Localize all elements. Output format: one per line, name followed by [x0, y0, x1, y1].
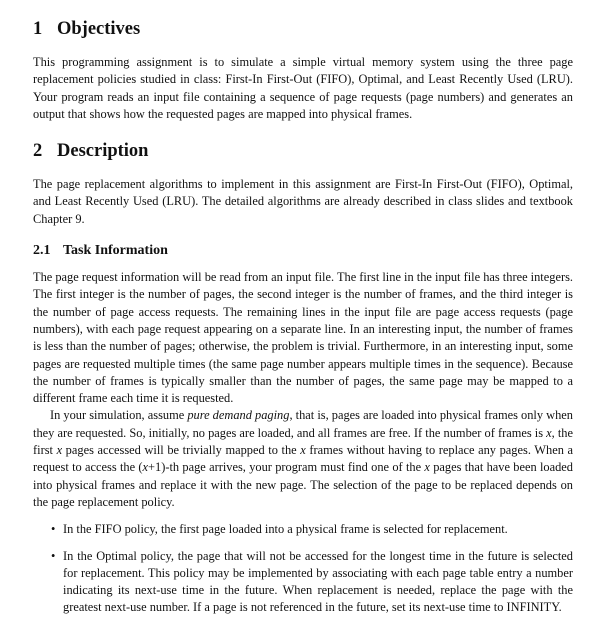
section-heading-description: [33, 140, 573, 162]
section-heading-objectives: [33, 18, 573, 40]
section-title: Description: [57, 141, 149, 162]
list-item: • In the Optimal policy, the page that will not be accessed for the longest time in the future is selected for replacement. This policy may be implemented by associating with each page table entry a number indicating its next-use time in the future. When replacement is needed, replace the page with the greatest next-use number. If a page is not referenced in the future, set its next-use time to INFINITY.: [51, 548, 573, 615]
section-title: Objectives: [57, 19, 141, 39]
subsection-title: Task Information: [63, 243, 168, 259]
task-info-paragraph-2: In your simulation, assume pure demand paging, that is, pages are loaded into physical frames only when they are requested. So, initially, no pages are loaded, and all frames are free. If the number of frames is x, the first x pages accessed will be trivially mapped to the x frames without having to replace any pages. When a request to access the (x+1)-th page arrives, your program must find one of the x pages that have been loaded into physical frames and replace it with the new page. The selection of the page to be replaced depends on the page replacement policy.: [33, 408, 574, 509]
section-number: 2: [33, 141, 43, 162]
objectives-paragraph: This programming assignment is to simulate a simple virtual memory system using the three page replacement policies studied in class: First-In First-Out (FIFO), Optimal, and Least Recently Used (LRU). Your program reads an input file containing a sequence of page requests (page numbers) and generates an output that shows how the requested pages are mapped into physical frames.: [33, 55, 573, 121]
task-info-paragraph-1: The page request information will be read from an input file. The first line in the input file has three integers. The first integer is the number of pages, the second integer is the number of frames, and the third integer is the number of page access requests. The remaining lines in the input file are page access requests (page numbers), with each page request appearing on a separate line. In an interesting input, the number of frames is less than the number of pages; otherwise, the problem is trivial. Furthermore, in an interesting input, some pages are requested multiple times (the same page number appears multiple times in the sequence). Because the number of frames is typically smaller than the number of pages, the same page may be mapped to a different frame each time it is requested.: [33, 270, 573, 406]
section-number: 1: [33, 19, 43, 39]
subsection-heading-task-information: [33, 242, 573, 260]
bullet-icon: •: [51, 522, 56, 537]
list-item: • In the FIFO policy, the first page loaded into a physical frame is selected for replacement.: [33, 521, 573, 538]
policy-list: [33, 521, 573, 616]
description-paragraph: The page replacement algorithms to implement in this assignment are First-In First-Out (FIFO), Optimal, and Least Recently Used (LRU). The detailed algorithms are already described in class slides and textbook Chapter 9.: [33, 177, 573, 226]
subsection-number: 2.1: [33, 243, 51, 259]
bullet-icon: •: [51, 548, 56, 563]
